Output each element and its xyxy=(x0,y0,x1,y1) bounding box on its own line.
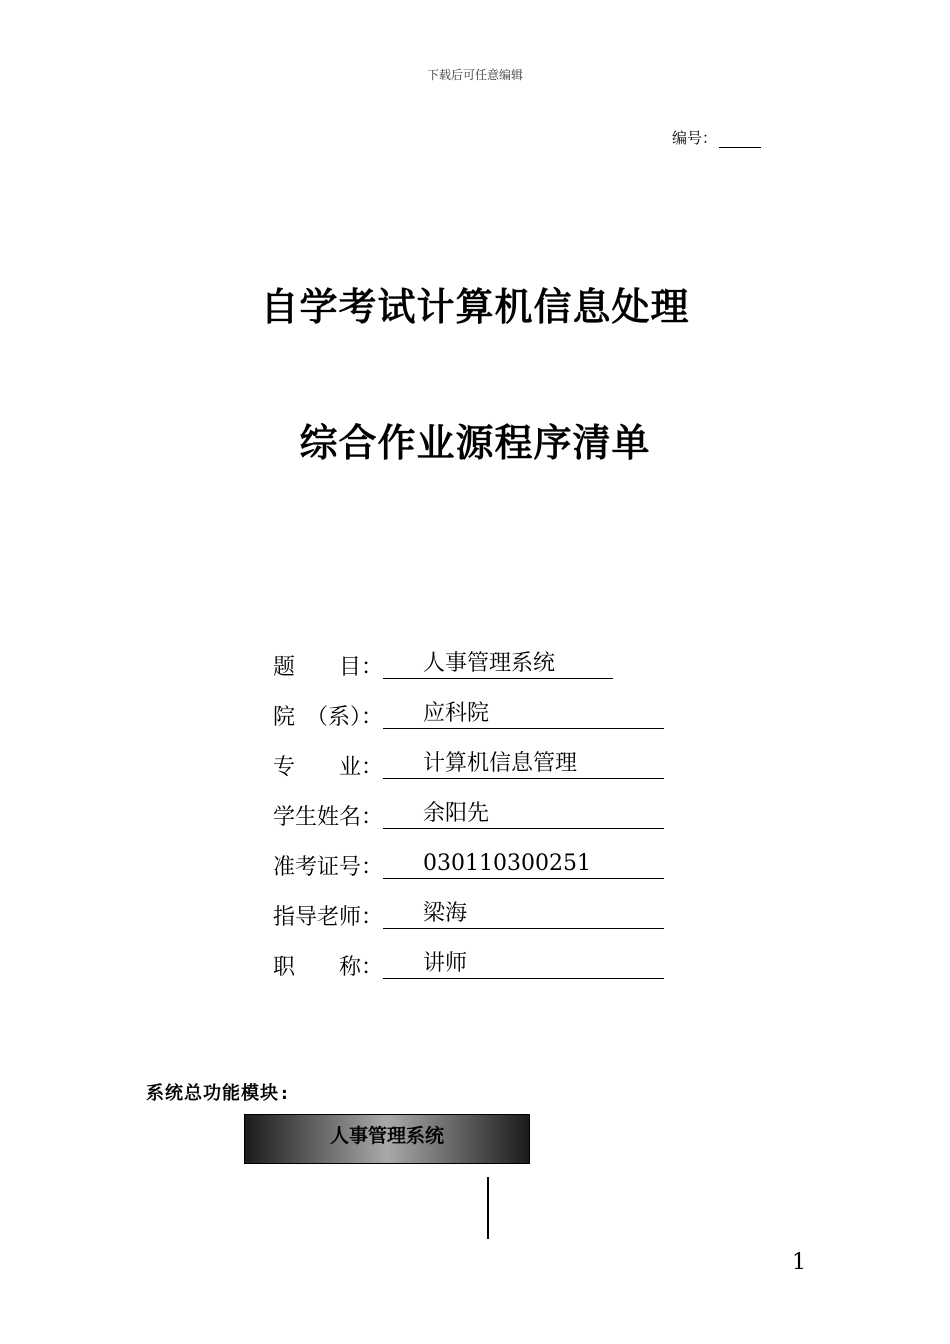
info-row-topic xyxy=(273,650,664,700)
info-label: 职 称： xyxy=(273,955,384,980)
info-value: 讲师 xyxy=(383,950,664,979)
info-value: 人事管理系统 xyxy=(383,650,613,679)
info-row-major xyxy=(273,750,664,800)
document-title-line-2: 综合作业源程序清单 xyxy=(299,421,651,465)
info-label: 指导老师： xyxy=(273,905,384,930)
page-number: 1 xyxy=(792,1250,806,1275)
serial-number-label: 编号： xyxy=(672,129,718,147)
info-row-department xyxy=(273,700,664,750)
info-row-advisor xyxy=(273,900,664,950)
info-row-exam-id xyxy=(273,850,664,900)
info-row-student-name xyxy=(273,800,664,850)
module-connector-line xyxy=(487,1177,489,1239)
info-value: 余阳先 xyxy=(383,800,664,829)
info-value: 应科院 xyxy=(383,700,664,729)
info-label: 题 目： xyxy=(273,655,384,680)
root-module-box xyxy=(244,1114,530,1164)
section-title-modules: 系统总功能模块: xyxy=(146,1083,291,1104)
info-value: 梁海 xyxy=(383,900,664,929)
info-label: 准考证号： xyxy=(273,855,384,880)
info-label: 学生姓名： xyxy=(273,805,384,830)
info-label: 院 （系）： xyxy=(273,705,384,730)
serial-number xyxy=(672,127,761,148)
info-value: 计算机信息管理 xyxy=(383,750,664,779)
serial-number-blank xyxy=(719,131,761,148)
info-row-title xyxy=(273,950,664,1000)
info-label: 专 业： xyxy=(273,755,384,780)
info-value: 030110300251 xyxy=(383,850,664,879)
info-block xyxy=(273,650,664,1000)
root-module-label: 人事管理系统 xyxy=(329,1125,444,1147)
page-header-note: 下载后可任意编辑 xyxy=(426,68,523,82)
document-title-line-1: 自学考试计算机信息处理 xyxy=(260,285,690,329)
